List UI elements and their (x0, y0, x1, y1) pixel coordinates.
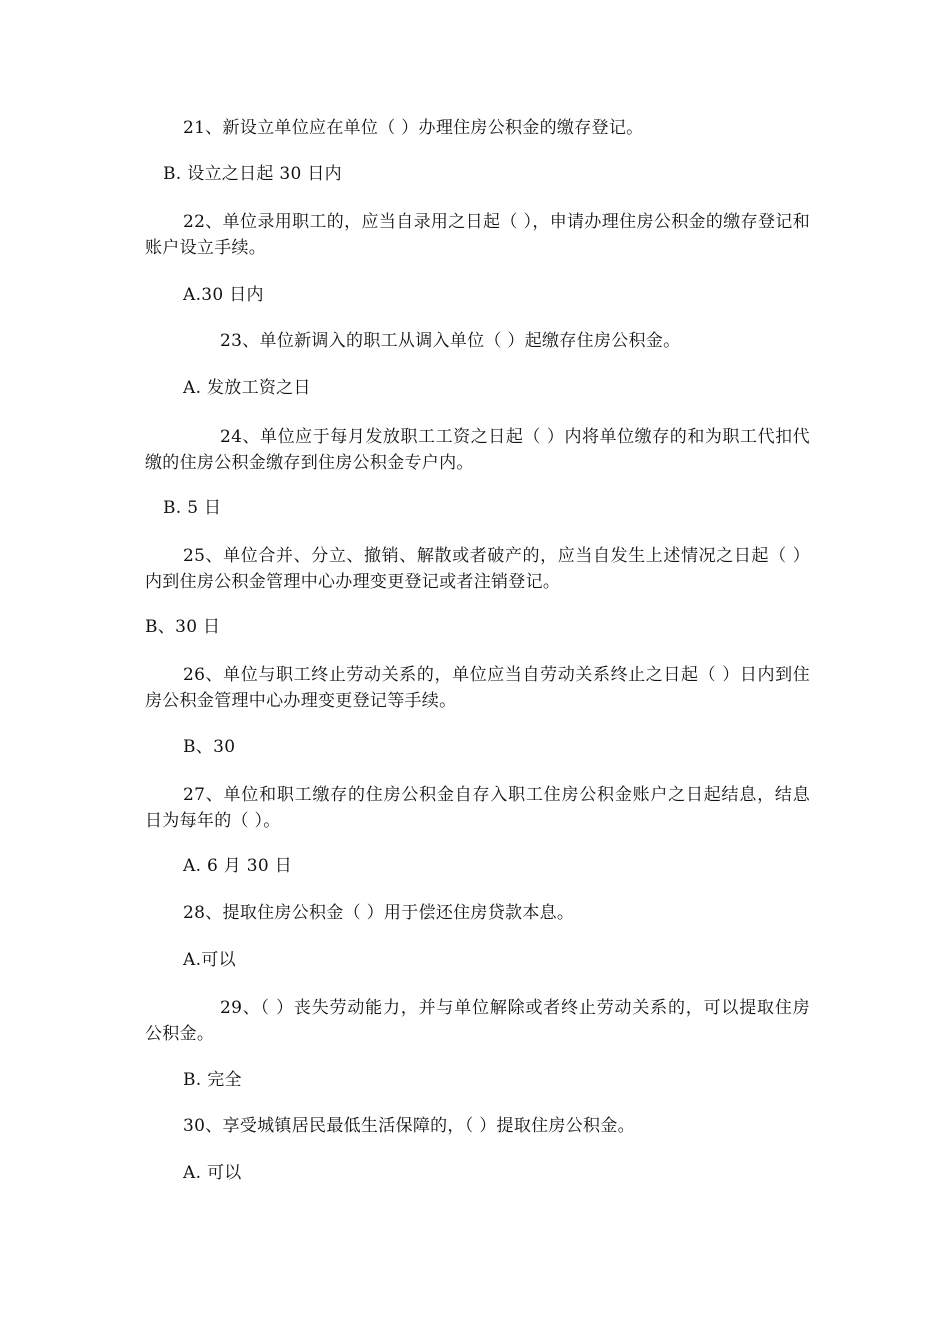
answer-24: B. 5 日 (163, 498, 222, 518)
answer-29: B. 完全 (183, 1070, 242, 1090)
answer-26: B、30 (183, 737, 236, 757)
question-22: 22、单位录用职工的，应当自录用之日起（ ），申请办理住房公积金的缴存登记和账户设立手续。 (145, 212, 810, 258)
question-26: 26、单位与职工终止劳动关系的，单位应当自劳动关系终止之日起（ ）日内到住房公积金管理中心办理变更登记等手续。 (145, 665, 810, 711)
answer-30: A. 可以 (183, 1163, 242, 1183)
question-30: 30、享受城镇居民最低生活保障的，（ ）提取住房公积金。 (183, 1116, 635, 1136)
answer-25: B、30 日 (145, 617, 221, 637)
question-24: 24、单位应于每月发放职工工资之日起（ ）内将单位缴存的和为职工代扣代缴的住房公积金缴存到住房公积金专户内。 (145, 427, 810, 473)
answer-28: A.可以 (183, 950, 236, 970)
question-25: 25、单位合并、分立、撤销、解散或者破产的，应当自发生上述情况之日起（ ）内到住房公积金管理中心办理变更登记或者注销登记。 (145, 546, 810, 592)
question-29: 29、（ ）丧失劳动能力，并与单位解除或者终止劳动关系的，可以提取住房公积金。 (145, 998, 810, 1044)
question-27: 27、单位和职工缴存的住房公积金自存入职工住房公积金账户之日起结息，结息日为每年的（ ）。 (145, 785, 810, 831)
question-23: 23、单位新调入的职工从调入单位（ ）起缴存住房公积金。 (220, 331, 681, 351)
question-21: 21、新设立单位应在单位（ ）办理住房公积金的缴存登记。 (183, 118, 644, 138)
answer-22: A.30 日内 (183, 285, 264, 305)
answer-27: A. 6 月 30 日 (183, 856, 293, 876)
answer-21: B. 设立之日起 30 日内 (163, 164, 342, 184)
answer-23: A. 发放工资之日 (183, 378, 311, 398)
question-28: 28、提取住房公积金（ ）用于偿还住房贷款本息。 (183, 903, 575, 923)
